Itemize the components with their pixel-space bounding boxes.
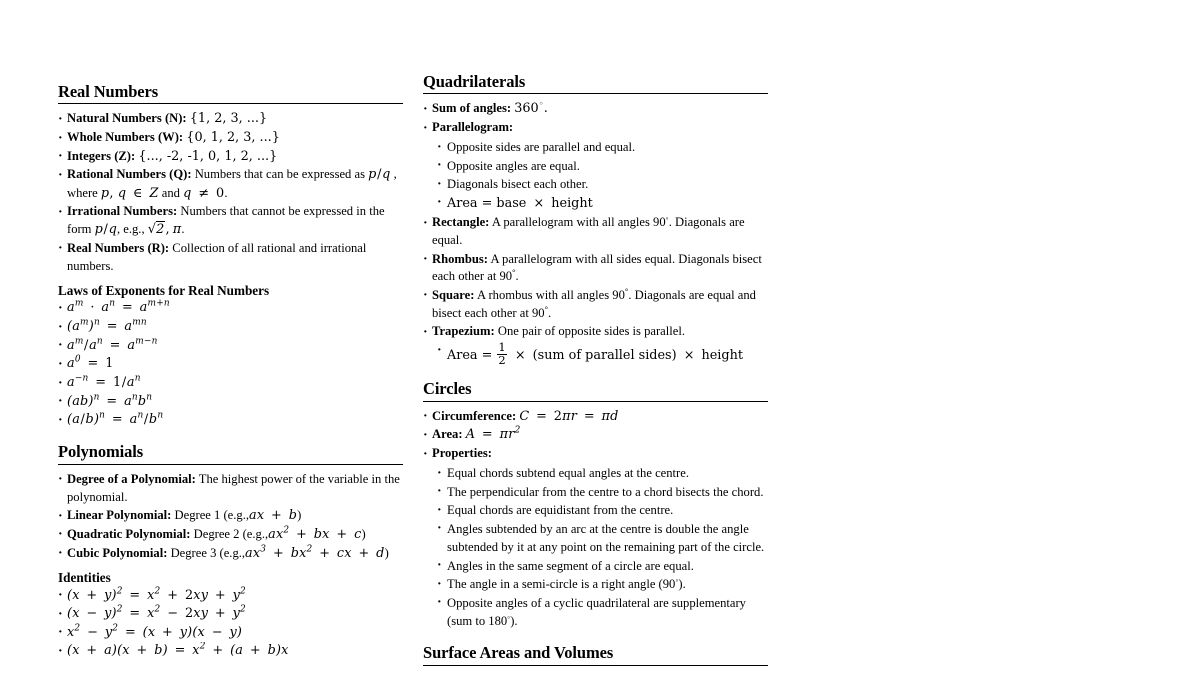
list-item (58, 545, 403, 563)
subsection-title: Laws of Exponents for Real Numbers (58, 282, 270, 298)
item-label: Rational Numbers (Q): (67, 167, 192, 182)
item-text: Degree 1 (e.g., (174, 508, 250, 523)
item-text-cont: , e.g., (116, 222, 145, 237)
item-label: Circumference: (432, 408, 517, 423)
formula-item (58, 393, 403, 411)
formula: $(ab)^n = a^nb^n$ (67, 392, 153, 409)
list-item (423, 445, 768, 630)
section-title: Circles (423, 379, 472, 399)
formula-item (58, 355, 403, 373)
formula-linear: ax + b (249, 508, 298, 524)
item-text-cont2: and (161, 185, 180, 200)
item-text: A rhombus with all angles 90°. Diagonals are equal and bisect each other at 90°. (432, 285, 756, 320)
list-item (58, 166, 403, 202)
item-value: {..., -2, -1, 0, 1, 2, ...} (138, 148, 278, 164)
section-quadrilaterals (423, 72, 768, 366)
polynomials-list (58, 471, 403, 563)
item-value: 360◦. (514, 100, 548, 117)
item-label: Real Numbers (R): (67, 240, 170, 255)
list-item (58, 526, 403, 544)
item-text: A parallelogram with all sides equal. Diagonals bisect each other at 90°. (432, 251, 762, 284)
section-surface-areas-and-volumes (423, 643, 768, 665)
item-label: Area: (432, 427, 463, 442)
item-label: Linear Polynomial: (67, 508, 172, 523)
sub-list-item: · Opposite angles are equal. (437, 157, 768, 175)
section-title: Surface Areas and Volumes (423, 643, 614, 663)
section-real-numbers (58, 82, 403, 429)
item-paren: ) (297, 508, 302, 523)
item-label: Rhombus: (432, 251, 488, 266)
section-divider (423, 401, 768, 402)
sub-item-text: Opposite angles of a cyclic quadrilateral are supplementary (sum to 180◦). (447, 595, 746, 629)
formula-trapezium-area: Area = $\frac{1}{2}$ × (sum of parallel sides) × height (447, 339, 743, 367)
formula-quadratic: $ax^2$ + bx + c (268, 525, 362, 542)
list-item (58, 203, 403, 239)
item-label: Integers (Z): (67, 148, 136, 163)
item-text: One pair of opposite sides is parallel. (497, 324, 686, 339)
item-text: Numbers that cannot be expressed in the form (67, 204, 385, 237)
sub-list-item: · Angles in the same segment of a circle are equal. (437, 557, 768, 575)
sub-item-text: The angle in a semi-circle is a right angle (90◦). (447, 575, 686, 592)
item-label: Sum of angles: (432, 101, 512, 116)
item-period: . (224, 185, 228, 200)
exponent-laws-list (58, 299, 403, 429)
formula: $a^{-n} = 1/a^n$ (67, 373, 141, 390)
formula: $(x + a)(x + b) = x^2 + (a + b)x$ (67, 642, 289, 659)
section-title: Quadrilaterals (423, 72, 526, 91)
list-item (58, 507, 403, 525)
right-column (423, 72, 768, 679)
item-label: Properties: (432, 446, 492, 461)
trapezium-sublist (432, 339, 768, 367)
sub-list-item (437, 594, 768, 630)
parallelogram-sublist (432, 138, 768, 213)
item-label: Whole Numbers (W): (67, 130, 184, 145)
item-text: Collection of all rational and irrational numbers. (67, 240, 367, 273)
formula-item (58, 299, 403, 317)
item-label: Square: (432, 287, 475, 302)
item-text: A parallelogram with all angles 90◦. Diagonals are equal. (432, 213, 745, 248)
item-label: Parallelogram: (432, 120, 514, 135)
item-label: Irrational Numbers: (67, 204, 178, 219)
formula-item (58, 337, 403, 355)
list-item (58, 110, 403, 128)
item-paren: ) (384, 545, 389, 560)
sub-list-item (437, 339, 768, 367)
item-label: Quadratic Polynomial: (67, 526, 191, 541)
formula: $a^0 = 1$ (67, 355, 114, 372)
list-item (423, 323, 768, 366)
item-value: {1, 2, 3, ...} (189, 111, 268, 127)
list-item (423, 408, 768, 426)
formula: $(a/b)^n = a^n/b^n$ (67, 411, 164, 428)
list-item (423, 251, 768, 287)
item-label: Rectangle: (432, 215, 490, 230)
quadrilaterals-list (423, 100, 768, 366)
section-title: Polynomials (58, 442, 144, 462)
circles-list (423, 408, 768, 630)
list-item (58, 148, 403, 166)
item-text: The highest power of the variable in the polynomial. (67, 471, 400, 504)
math-comma: , (165, 222, 170, 238)
item-label: Degree of a Polynomial: (67, 471, 196, 486)
math-pq-in-z: p, q ∈ Z (100, 185, 159, 201)
math-q-neq-0: q ≠ 0 (183, 185, 225, 201)
formula-item-clipped (58, 642, 403, 660)
section-divider (423, 93, 768, 94)
list-item (58, 240, 403, 276)
section-divider (58, 103, 403, 104)
list-item (423, 287, 768, 323)
math-p-over-q: p/q (94, 222, 117, 238)
item-label: Cubic Polynomial: (67, 545, 168, 560)
formula-item (58, 411, 403, 429)
formula-item (58, 605, 403, 623)
formula: $(x - y)^2 = x^2 - 2xy + y^2$ (67, 604, 246, 622)
formula-parallelogram-area: Area = base × height (447, 195, 593, 211)
formula-item (58, 624, 403, 642)
math-pi: π (172, 222, 182, 238)
item-label: Natural Numbers (N): (67, 111, 187, 126)
math-sqrt-2: √2 (147, 222, 165, 238)
list-item (423, 214, 768, 250)
list-item (423, 100, 768, 118)
sub-list-item: · Angles subtended by an arc at the centre is double the angle subtended by it at any point on the remaining part of the circle. (437, 520, 768, 556)
list-item (423, 119, 768, 213)
item-text: Numbers that can be expressed as (194, 167, 365, 182)
section-divider (58, 464, 403, 465)
subsection-title: Identities (58, 569, 111, 585)
list-item (58, 471, 403, 507)
sub-list-item: · The perpendicular from the centre to a chord bisects the chord. (437, 483, 768, 501)
sub-list-item: · Equal chords subtend equal angles at the centre. (437, 464, 768, 482)
section-polynomials (58, 442, 403, 660)
formula-item (58, 318, 403, 336)
item-text: Degree 3 (e.g., (170, 545, 246, 560)
item-value: {0, 1, 2, 3, ...} (186, 130, 280, 146)
sub-list-item: · Equal chords are equidistant from the centre. (437, 501, 768, 519)
list-item (423, 426, 768, 444)
section-title: Real Numbers (58, 82, 159, 101)
real-numbers-list (58, 110, 403, 275)
item-period: . (181, 222, 185, 237)
formula: $a^m/a^n = a^{m-n}$ (67, 336, 158, 353)
item-text: Degree 2 (e.g., (193, 526, 269, 541)
sub-list-item (437, 575, 768, 593)
formula: $(a^m)^n = a^{mn}$ (67, 317, 147, 335)
formula-area: $A = \pi r^2$ (465, 426, 521, 443)
formula-item (58, 587, 403, 605)
left-column (58, 82, 403, 674)
circle-properties-sublist (432, 464, 768, 630)
section-divider (423, 665, 768, 666)
formula: $a^m \cdot a^n = a^{m+n}$ (67, 299, 170, 316)
item-text-cont: , where (67, 167, 397, 200)
math-p-over-q: p/q (368, 167, 391, 183)
identities-list (58, 587, 403, 661)
formula: $x^2 - y^2 = (x + y)(x - y)$ (67, 623, 243, 640)
formula-cubic: $ax^3 + bx^2$ + cx + d (245, 544, 385, 561)
sub-list-item: · Diagonals bisect each other. (437, 175, 768, 193)
formula-item (58, 374, 403, 392)
sub-list-item (437, 194, 768, 213)
formula: $(x + y)^2 = x^2 + 2xy + y^2$ (67, 586, 246, 603)
section-circles (423, 379, 768, 630)
sub-list-item: · Opposite sides are parallel and equal. (437, 138, 768, 156)
item-paren: ) (361, 526, 366, 541)
item-label: Trapezium: (432, 324, 495, 339)
list-item (58, 129, 403, 147)
formula-circumference: C = 2πr = πd (519, 408, 619, 424)
